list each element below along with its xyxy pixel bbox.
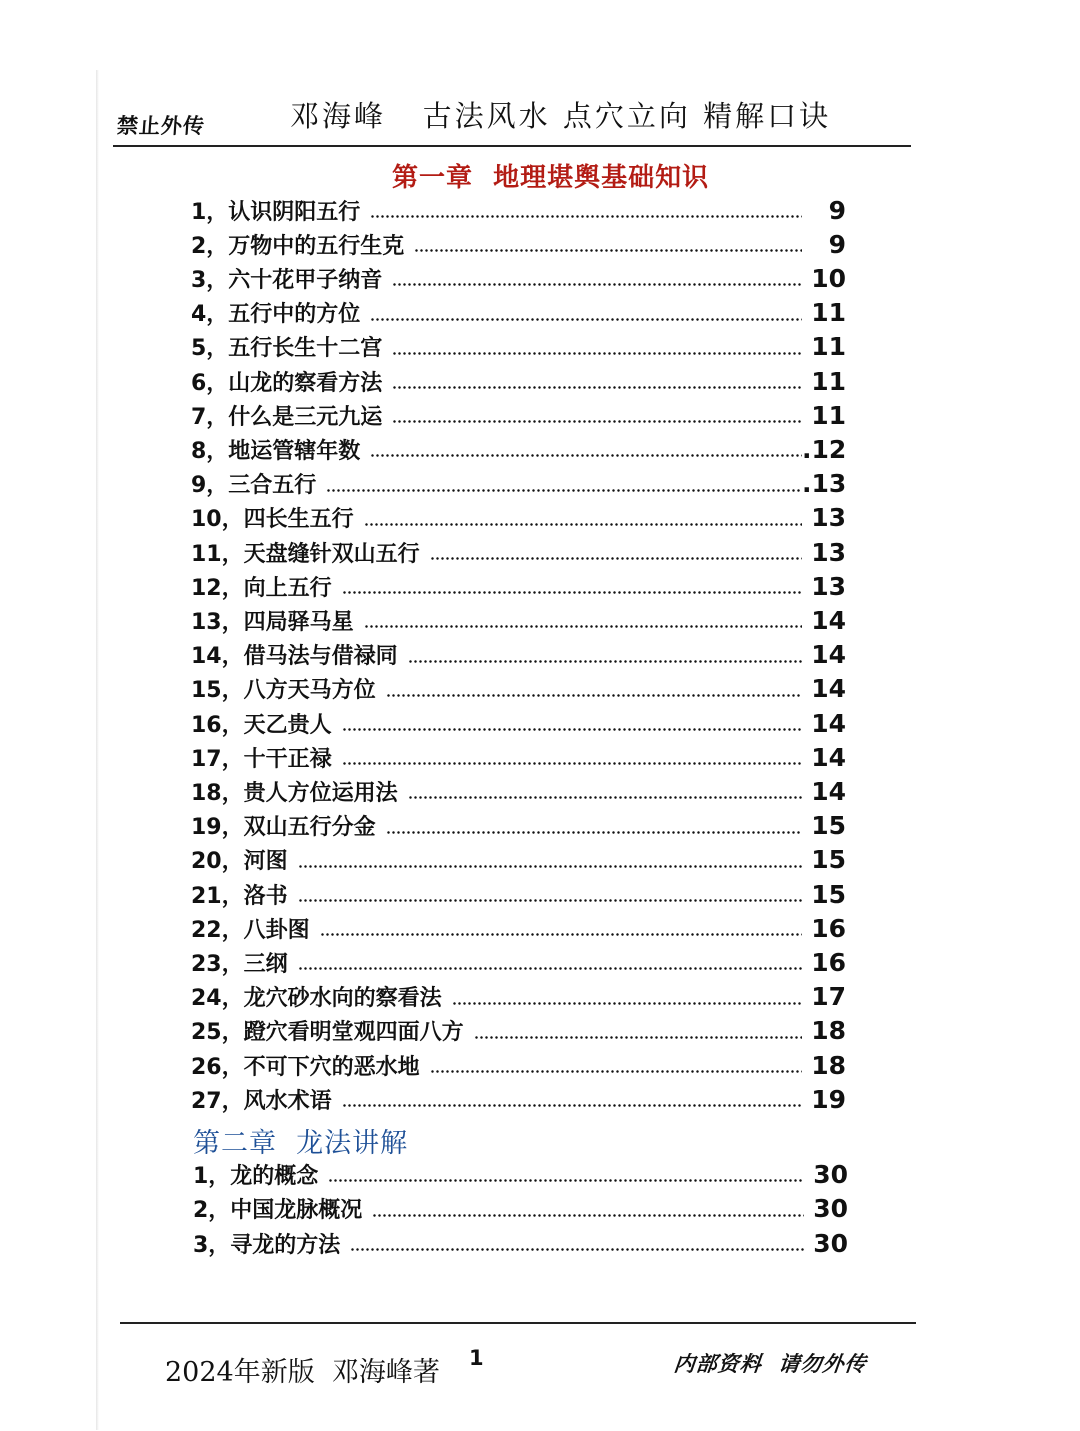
toc-entry (191, 296, 846, 330)
toc-entry-page: 15 (811, 811, 846, 841)
toc-leader-dots (430, 1070, 802, 1073)
toc-entry-page: 9 (828, 195, 846, 225)
toc-entry-title: 22，八卦图 (191, 917, 310, 943)
toc-entry-title: 1，龙的概念 (193, 1163, 319, 1189)
toc-entry-page: 16 (811, 913, 846, 943)
toc-entry-title: 6，山龙的察看方法 (191, 370, 383, 396)
toc-entry-page: 11 (811, 298, 846, 328)
toc-entry-title: 19，双山五行分金 (191, 815, 376, 841)
toc-entry (191, 945, 846, 979)
toc-entry-page: 14 (811, 776, 846, 806)
toc-entry-title: 13，四局驿马星 (191, 609, 354, 635)
toc-entry-page: 14 (811, 674, 846, 704)
toc-entry (191, 227, 846, 261)
toc-entry-page: 9 (828, 229, 846, 259)
toc-entry-title: 4，五行中的方位 (191, 302, 361, 328)
toc-entry-page: .13 (802, 469, 847, 499)
toc-entry (193, 1226, 848, 1260)
toc-leader-dots (474, 1036, 802, 1039)
toc-entry-title: 27，风水术语 (191, 1088, 332, 1114)
footer-stamp: 内部资料 请勿外传 (672, 1352, 868, 1376)
toc-entry (191, 569, 846, 603)
toc-entry (191, 1082, 846, 1116)
toc-leader-dots (298, 967, 802, 970)
chapter1-title: 第一章 地理堪舆基础知识 (392, 163, 710, 193)
toc-entry-page: 11 (811, 366, 846, 396)
toc-entry-title: 11，天盘缝针双山五行 (191, 541, 420, 567)
toc-leader-dots (350, 1248, 804, 1251)
toc-entry (191, 809, 846, 843)
toc-entry-page: 14 (811, 742, 846, 772)
toc-entry-page: 13 (811, 537, 846, 567)
toc-leader-dots (386, 831, 802, 834)
header-stamp: 禁止外传 (116, 113, 206, 138)
toc-entry-page: 11 (811, 332, 846, 362)
toc-leader-dots (342, 762, 802, 765)
toc-entry (191, 535, 846, 569)
toc-leader-dots (386, 694, 802, 697)
chapter2-title: 第二章 龙法讲解 (193, 1128, 409, 1159)
toc-entry-page: 14 (811, 708, 846, 738)
toc-entry-title: 7，什么是三元九运 (191, 404, 383, 430)
toc-leader-dots (326, 489, 802, 492)
footer-edition: 2024年新版 邓海峰著 (165, 1357, 440, 1388)
toc-leader-dots (452, 1002, 802, 1005)
toc-entry-page: 14 (811, 640, 846, 670)
toc-entry (191, 877, 846, 911)
toc-leader-dots (392, 283, 802, 286)
toc-entry-page: 11 (811, 400, 846, 430)
footer-page-number: 1 (469, 1346, 484, 1370)
toc-leader-dots (372, 1214, 804, 1217)
toc-leader-dots (370, 454, 802, 457)
toc-entry (191, 467, 846, 501)
toc-entry-title: 12，向上五行 (191, 575, 332, 601)
toc-entry-page: 13 (811, 571, 846, 601)
toc-leader-dots (364, 625, 802, 628)
toc-entry (191, 980, 846, 1014)
toc-entry-title: 2，中国龙脉概况 (193, 1198, 363, 1223)
toc-entry-title: 2，万物中的五行生克 (191, 233, 405, 259)
toc-leader-dots (298, 865, 802, 868)
toc-leader-dots (408, 796, 802, 799)
toc-leader-dots (408, 660, 802, 663)
toc-entry-title: 16，天乙贵人 (191, 712, 332, 738)
toc-entry-title: 10，四长生五行 (191, 507, 354, 533)
toc-entry (191, 261, 846, 295)
toc-entry-page: 15 (811, 879, 846, 909)
toc-entry-title: 9，三合五行 (191, 473, 317, 499)
toc-entry-title: 18，贵人方位运用法 (191, 780, 398, 806)
toc-entry (191, 706, 846, 740)
toc-entry-page: 15 (811, 845, 846, 875)
toc-entry-title: 5，五行长生十二宫 (191, 336, 383, 362)
toc-entry-page: 19 (811, 1084, 846, 1114)
toc-entry (193, 1192, 848, 1226)
toc-entry-title: 14，借马法与借禄同 (191, 644, 398, 670)
toc-entry-page: 18 (811, 1050, 846, 1080)
toc-entry-title: 21，洛书 (191, 883, 288, 909)
toc-entry-page: 30 (813, 1228, 848, 1258)
toc-leader-dots (298, 899, 802, 902)
toc-entry-page: 17 (811, 982, 846, 1012)
toc-entry-page: 16 (811, 947, 846, 977)
toc-entry-title: 1，认识阴阳五行 (191, 199, 361, 225)
toc-entry (191, 638, 846, 672)
toc-entry-page: 14 (811, 605, 846, 635)
toc-entry-page: 30 (813, 1159, 848, 1189)
toc-entry-page: 18 (811, 1016, 846, 1046)
toc-entry (191, 672, 846, 706)
toc-entry-title: 17，十干正禄 (191, 746, 332, 772)
toc-leader-dots (370, 215, 802, 218)
toc-leader-dots (364, 523, 802, 526)
toc-entry (191, 843, 846, 877)
toc-entry (191, 740, 846, 774)
toc-entry (191, 432, 846, 466)
toc-entry (191, 774, 846, 808)
toc-entry (191, 330, 846, 364)
toc-entry-title: 26，不可下穴的恶水地 (191, 1054, 420, 1080)
toc-entry (191, 193, 846, 227)
toc-entry-page: 10 (811, 263, 846, 293)
toc-entry-title: 8，地运管辖年数 (191, 438, 361, 464)
toc-leader-dots (392, 420, 802, 423)
toc-entry (193, 1157, 848, 1191)
toc-leader-dots (328, 1179, 804, 1182)
toc-leader-dots (392, 352, 802, 355)
toc-entry-title: 23，三纲 (191, 951, 288, 977)
toc-leader-dots (414, 249, 802, 252)
toc-entry (191, 603, 846, 637)
toc-entry (191, 501, 846, 535)
toc-entry-page: 30 (813, 1194, 848, 1223)
toc-leader-dots (392, 386, 802, 389)
toc-entry-title: 25，蹬穴看明堂观四面八方 (191, 1020, 464, 1046)
toc-entry-title: 24，龙穴砂水向的察看法 (191, 986, 442, 1012)
toc-entry-title: 3，六十花甲子纳音 (191, 267, 383, 293)
toc-entry-page: .12 (802, 434, 847, 464)
toc-entry-title: 3，寻龙的方法 (193, 1232, 341, 1258)
toc-entry-title: 20，河图 (191, 849, 288, 875)
toc-leader-dots (342, 1104, 802, 1107)
toc-leader-dots (342, 591, 802, 594)
toc-entry-title: 15，八方天马方位 (191, 678, 376, 704)
toc-entry (191, 364, 846, 398)
toc-leader-dots (342, 728, 802, 731)
toc-entry (191, 1048, 846, 1082)
header-title: 邓海峰 古法风水 点穴立向 精解口诀 (290, 99, 832, 133)
header-rule (113, 145, 911, 147)
toc-leader-dots (320, 933, 802, 936)
footer-rule (120, 1322, 916, 1324)
toc-leader-dots (430, 557, 802, 560)
toc-entry (191, 398, 846, 432)
toc-entry-page: 13 (811, 503, 846, 533)
toc-entry (191, 911, 846, 945)
page-edge-shadow (96, 70, 99, 1430)
toc-leader-dots (370, 318, 802, 321)
toc-entry (191, 1014, 846, 1048)
